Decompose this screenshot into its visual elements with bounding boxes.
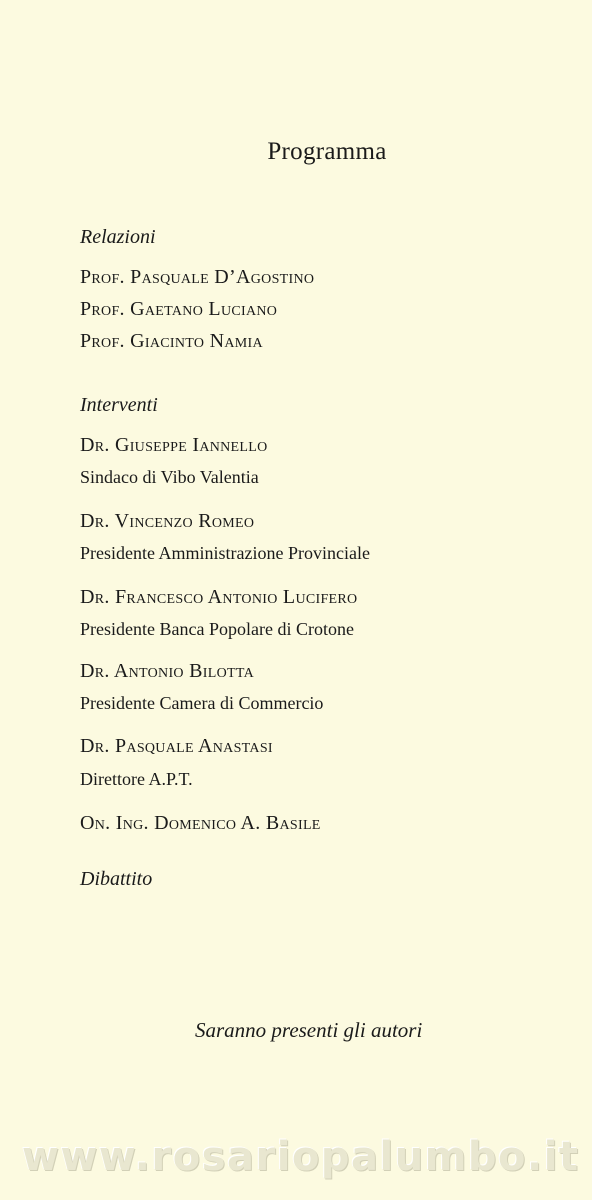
section-heading-interventi: Interventi xyxy=(80,394,158,416)
section-heading-dibattito: Dibattito xyxy=(80,868,153,890)
speaker-name: On. Ing. Domenico A. Basile xyxy=(80,812,321,834)
watermark-text: www.rosariopalumbo.it xyxy=(22,1134,580,1180)
speaker-role: Sindaco di Vibo Valentia xyxy=(80,467,259,487)
speaker-role: Presidente Amministrazione Provinciale xyxy=(80,543,370,563)
closing-note: Saranno presenti gli autori xyxy=(195,1018,423,1042)
speaker-name: Prof. Gaetano Luciano xyxy=(80,298,278,320)
speaker-name: Prof. Pasquale D’Agostino xyxy=(80,266,315,288)
speaker-name: Dr. Antonio Bilotta xyxy=(80,660,254,682)
page-title: Programma xyxy=(267,138,387,165)
section-heading-relazioni: Relazioni xyxy=(80,226,156,248)
speaker-name: Dr. Pasquale Anastasi xyxy=(80,735,273,757)
speaker-name: Dr. Giuseppe Iannello xyxy=(80,434,268,456)
speaker-name: Dr. Vincenzo Romeo xyxy=(80,510,255,532)
speaker-name: Prof. Giacinto Namia xyxy=(80,330,263,352)
speaker-role: Presidente Camera di Commercio xyxy=(80,693,324,713)
speaker-role: Direttore A.P.T. xyxy=(80,769,193,789)
speaker-role: Presidente Banca Popolare di Crotone xyxy=(80,619,354,639)
speaker-name: Dr. Francesco Antonio Lucifero xyxy=(80,586,358,608)
